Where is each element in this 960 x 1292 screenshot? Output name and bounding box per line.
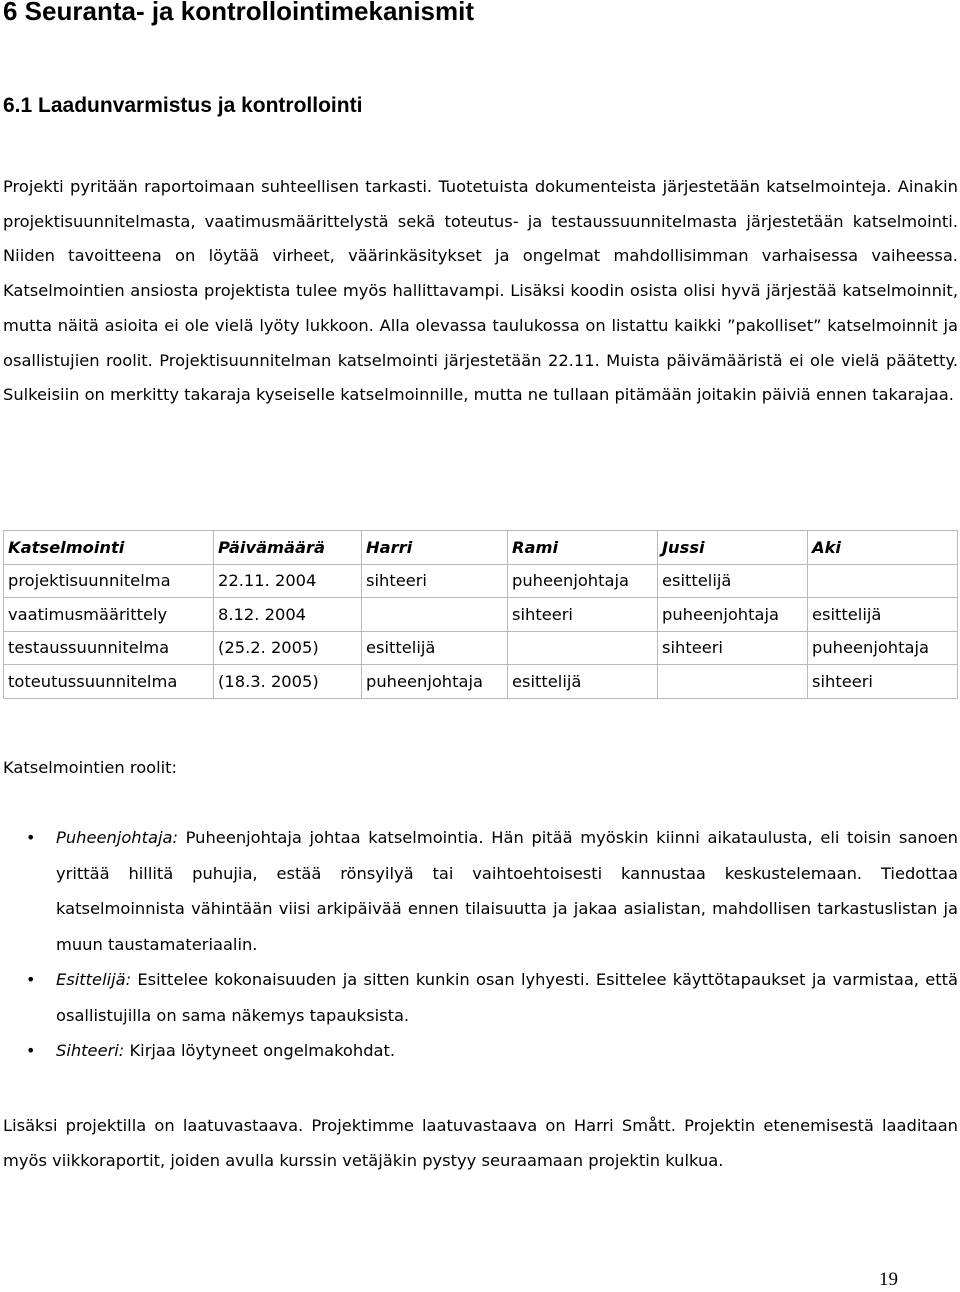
section-heading: 6 Seuranta- ja kontrollointimekanismit <box>3 0 474 26</box>
subsection-heading: 6.1 Laadunvarmistus ja kontrollointi <box>3 94 363 117</box>
bullet-icon: • <box>26 970 36 989</box>
table-cell: esittelijä <box>362 631 508 665</box>
table-cell <box>808 564 958 598</box>
closing-paragraph: Lisäksi projektilla on laatuvastaava. Projektimme laatuvastaava on Harri Smått. Projektin etenemisestä laaditaan myös viikkoraportit, joiden avulla kurssin vetäjäkin pystyy seuraamaan projektin kulkua. <box>3 1116 958 1170</box>
bullet-icon: • <box>26 1041 36 1060</box>
table-header-cell: Päivämäärä <box>214 531 362 565</box>
table-row <box>4 631 958 665</box>
table-cell: vaatimusmäärittely <box>4 598 214 632</box>
table-cell: projektisuunnitelma <box>4 564 214 598</box>
roles-list <box>0 820 958 1069</box>
table-cell <box>508 631 658 665</box>
table-cell: toteutussuunnitelma <box>4 665 214 699</box>
table-cell: sihteeri <box>362 564 508 598</box>
table-cell: testaussuunnitelma <box>4 631 214 665</box>
role-description: Esittelee kokonaisuuden ja sitten kunkin osan lyhyesti. Esittelee käyttötapaukset ja varmistaa, että osallistujilla on sama näkemys tapauksista. <box>56 970 958 1025</box>
table-header-cell: Aki <box>808 531 958 565</box>
table-cell: sihteeri <box>808 665 958 699</box>
review-schedule-table <box>3 530 958 699</box>
table-cell: puheenjohtaja <box>362 665 508 699</box>
list-item <box>0 1033 958 1069</box>
list-item <box>0 820 958 962</box>
table-cell: (25.2. 2005) <box>214 631 362 665</box>
table-row <box>4 564 958 598</box>
role-description: Puheenjohtaja johtaa katselmointia. Hän pitää myöskin kiinni aikataulusta, eli toisin sanoen yrittää hillitä puhujia, estää rönsyilyä tai vaihtoehtoisesti kannustaa keskustelemaan. Tiedottaa katselmoinnista vähintään viisi arkipäivää ennen tilaisuutta ja jakaa asialistan, mahdollisen tarkastuslistan ja muun taustamateriaalin. <box>56 828 958 954</box>
table-cell: puheenjohtaja <box>658 598 808 632</box>
table-cell: esittelijä <box>508 665 658 699</box>
role-name: Esittelijä: <box>56 970 132 989</box>
table-header-cell: Katselmointi <box>4 531 214 565</box>
table-cell: esittelijä <box>808 598 958 632</box>
table-cell: esittelijä <box>658 564 808 598</box>
table-cell <box>362 598 508 632</box>
table-header-cell: Rami <box>508 531 658 565</box>
role-name: Sihteeri: <box>56 1041 125 1060</box>
table-cell: sihteeri <box>508 598 658 632</box>
table-header-row <box>4 531 958 565</box>
role-description: Kirjaa löytyneet ongelmakohdat. <box>124 1041 396 1060</box>
bullet-icon: • <box>26 828 36 847</box>
table-cell: 8.12. 2004 <box>214 598 362 632</box>
table-cell: sihteeri <box>658 631 808 665</box>
table-cell <box>658 665 808 699</box>
intro-paragraph: Projekti pyritään raportoimaan suhteellisen tarkasti. Tuotetuista dokumenteista järjestetään katselmointeja. Ainakin projektisuunnitelmasta, vaatimusmäärittelystä sekä toteutus- ja testaussuunnitelmasta järjestetään katselmointi. Niiden tavoitteena on löytää virheet, väärinkäsitykset ja ongelmat mahdollisimman varhaisessa vaiheessa. Katselmointien ansiosta projektista tulee myös hallittavampi. Lisäksi koodin osista olisi hyvä järjestää katselmoinnit, mutta näitä asioita ei ole vielä lyöty lukkoon. Alla olevassa taulukossa on listattu kaikki ”pakolliset” katselmoinnit ja osallistujien roolit. Projektisuunnitelman katselmointi järjestetään 22.11. Muista päivämääristä ei ole vielä päätetty. Sulkeisiin on merkitty takaraja kyseiselle katselmoinnille, mutta ne tullaan pitämään joitakin päiviä ennen takarajaa. <box>3 177 958 405</box>
table-cell: (18.3. 2005) <box>214 665 362 699</box>
table-cell: 22.11. 2004 <box>214 564 362 598</box>
table-cell: puheenjohtaja <box>808 631 958 665</box>
roles-title: Katselmointien roolit: <box>3 758 178 777</box>
table-header-cell: Jussi <box>658 531 808 565</box>
table-header-cell: Harri <box>362 531 508 565</box>
page-number: 19 <box>879 1269 898 1290</box>
role-name: Puheenjohtaja: <box>56 828 178 847</box>
table-row <box>4 598 958 632</box>
table-row <box>4 665 958 699</box>
table-cell: puheenjohtaja <box>508 564 658 598</box>
list-item <box>0 962 958 1033</box>
